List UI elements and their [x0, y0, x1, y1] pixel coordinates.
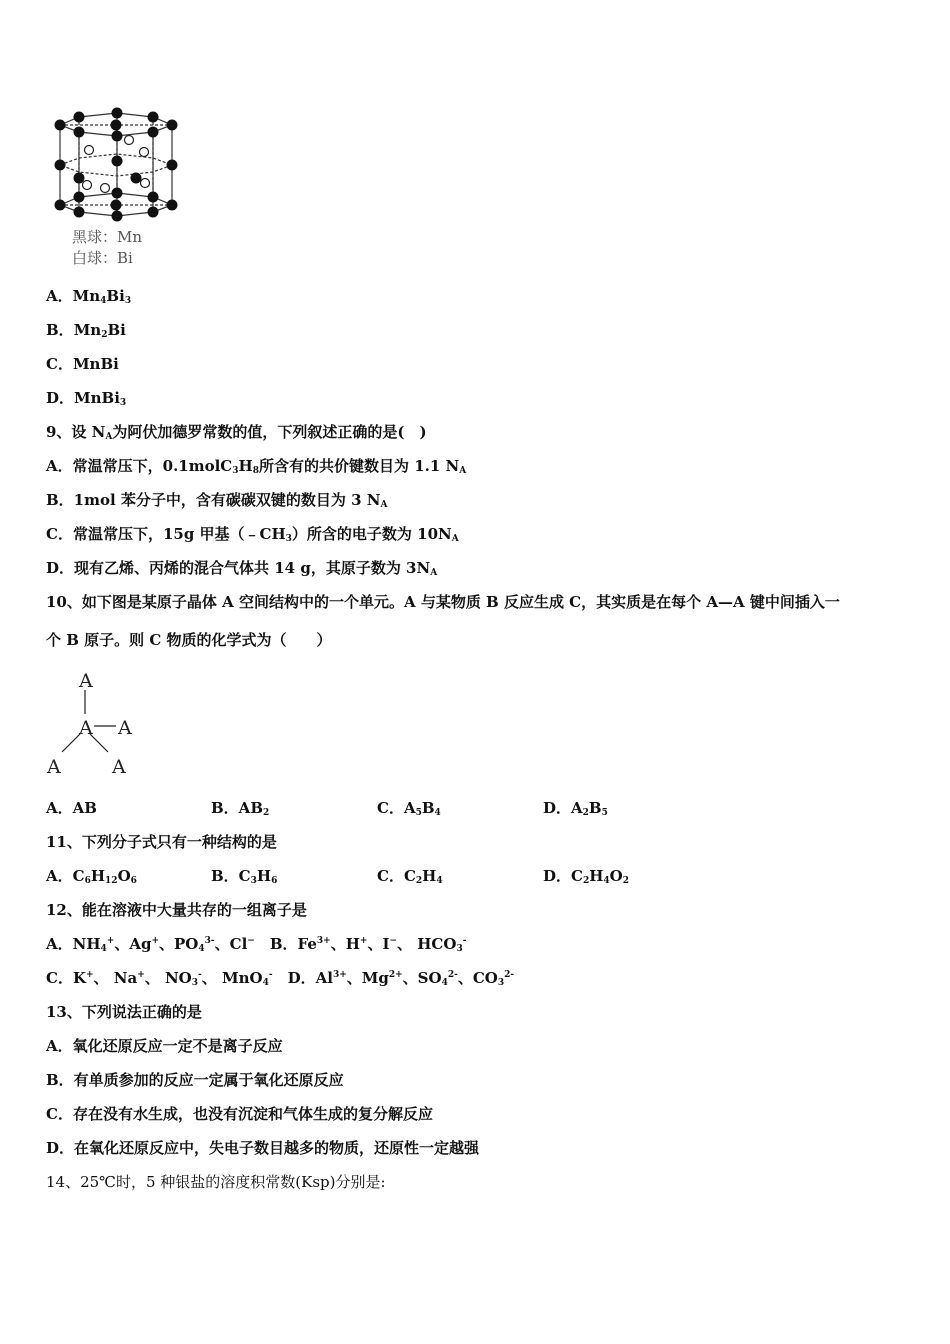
q9-option-b: B．1mol 苯分子中，含有碳碳双键的数目为 3 $N_A$: [46, 491, 388, 510]
mn-atom: [74, 192, 85, 203]
q13-option-c: C．存在没有水生成，也没有沉淀和气体生成的复分解反应: [46, 1105, 433, 1123]
mn-atom: [148, 207, 159, 218]
q8-option-d: D．MnBi$_3$: [46, 389, 127, 408]
q13-option-a: A．氧化还原反应一定不是离子反应: [46, 1037, 283, 1055]
mn-atom: [148, 192, 159, 203]
mn-atom: [112, 108, 123, 119]
q11-option-c: C．$C_2H_4$: [377, 867, 443, 886]
mn-atom: [55, 160, 66, 171]
q10-stem-line2: 个 B 原子。则 C 物质的化学式为（ ）: [46, 631, 332, 649]
legend-white: 白球：Bi: [72, 249, 133, 267]
atom-label: A: [79, 717, 93, 739]
mn-atom: [112, 156, 123, 167]
mn-atom: [74, 112, 85, 123]
mn-atom: [131, 173, 142, 184]
mn-atom: [112, 131, 123, 142]
mn-atom: [112, 188, 123, 199]
mn-atom: [74, 207, 85, 218]
atom-a-structure-diagram: [40, 668, 140, 780]
q9-option-a: A．常温常压下，$0.1molC_3H_8$所含有的共价键数目为 1.1 $N_A$: [46, 457, 467, 476]
bi-atom: [85, 146, 94, 155]
q12-stem: 12、能在溶液中大量共存的一组离子是: [46, 901, 307, 919]
q10-stem-line1: 10、如下图是某原子晶体 A 空间结构中的一个单元。A 与某物质 B 反应生成 C，其实质是在每个 A—A 键中间插入一: [46, 593, 840, 611]
q13-stem: 13、下列说法正确的是: [46, 1003, 202, 1021]
bi-atom: [140, 148, 149, 157]
q12-options-cd: C．K+、 Na+、 $NO_3^-$、 MnO$_4$- D．$Al^{3+}$、$Mg^{2+}$、$SO_4^{2-}$、$CO_3^{2-}$: [46, 969, 515, 988]
q8-option-a: A．$Mn_4Bi_3$: [46, 287, 132, 306]
q9-option-c: C．常温常压下，15g 甲基$(﹣CH_3)$所含的电子数为 $10N_A$: [46, 525, 459, 544]
q10-option-b: B．$AB_2$: [211, 799, 270, 818]
q11-option-b: B．$C_3H_6$: [211, 867, 278, 886]
mn-atom: [111, 120, 122, 131]
q8-option-b: B．$Mn_2Bi$: [46, 321, 126, 340]
bi-atom: [83, 181, 92, 190]
mn-atom: [55, 200, 66, 211]
bi-atom: [125, 136, 134, 145]
atom-label: A: [79, 670, 93, 692]
q10-option-a: A．AB: [46, 799, 97, 817]
q9-option-d: D．现有乙烯、丙烯的混合气体共 14 g，其原子数为 $3N_A$: [46, 559, 438, 578]
q8-option-c: C．MnBi: [46, 355, 119, 373]
mn-atom: [148, 127, 159, 138]
atom-label: A: [118, 717, 132, 739]
mn-atom: [167, 160, 178, 171]
mn-atom: [112, 211, 123, 222]
atom-label: A: [112, 756, 126, 778]
atom-label: A: [47, 756, 61, 778]
q13-option-b: B．有单质参加的反应一定属于氧化还原反应: [46, 1071, 344, 1089]
mn-atom: [148, 112, 159, 123]
mn-atom: [74, 173, 85, 184]
mn-atom: [111, 200, 122, 211]
bi-atom: [101, 184, 110, 193]
crystal-structure-figure: [48, 102, 188, 222]
q10-option-c: C．$A_5B_4$: [377, 799, 441, 818]
q14-stem: 14、25℃时，5 种银盐的溶度积常数(Ksp)分别是:: [46, 1173, 386, 1191]
q13-option-d: D．在氧化还原反应中，失电子数目越多的物质，还原性一定越强: [46, 1139, 480, 1157]
q11-stem: 11、下列分子式只有一种结构的是: [46, 833, 277, 851]
mn-atom: [167, 200, 178, 211]
q10-option-d: D．$A_2B_5$: [543, 799, 608, 818]
legend-black: 黑球：Mn: [72, 228, 143, 246]
q9-stem: 9、设 $N_A$为阿伏加德罗常数的值，下列叙述正确的是( ): [46, 423, 427, 442]
mn-atom: [55, 120, 66, 131]
q11-option-a: A．$C_6H_{12}O_6$: [46, 867, 137, 886]
q11-option-d: D．$C_2H_4O_2$: [543, 867, 630, 886]
bi-atom: [141, 179, 150, 188]
mn-atom: [74, 127, 85, 138]
q12-options-ab: A．$NH_4^+$、Ag+、$PO_4^{3-}$、Cl− B．$Fe^{3+}$、H+、I−、 $HCO_3^-$: [46, 935, 467, 954]
mn-atom: [167, 120, 178, 131]
